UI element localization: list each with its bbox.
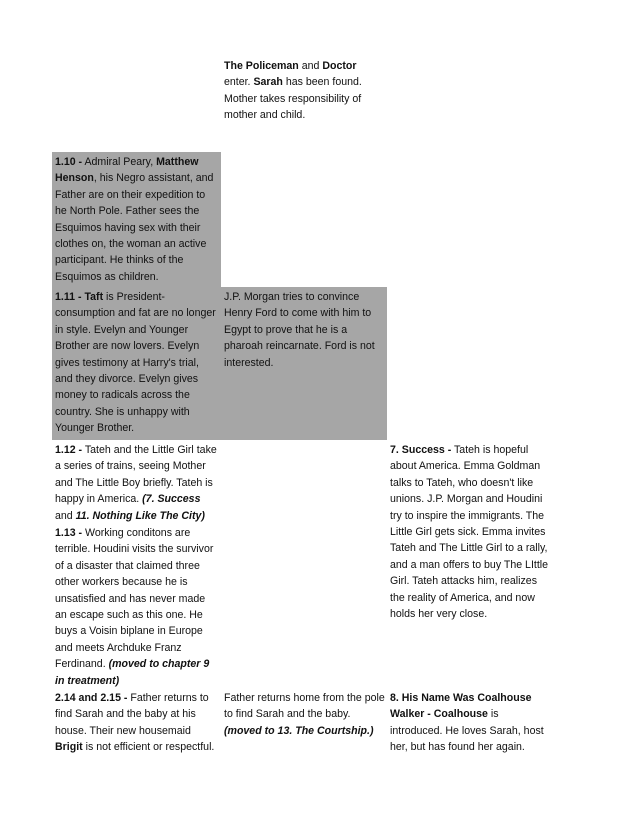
cell-text: Father returns to find Sarah and the baby at his house. Their new housemaid [55, 692, 209, 737]
cell-text: Admiral Peary, [82, 156, 157, 168]
table-cell-policeman-doctor [221, 56, 387, 126]
cell-text: is not efficient or respectful. [82, 741, 215, 754]
table-cell-1-11 [52, 287, 221, 440]
character-name: Coalhouse [433, 708, 488, 721]
cell-paragraph [224, 58, 385, 124]
character-name: The Policeman [224, 60, 299, 72]
cell-text: , his Negro assistant, and Father are on their expedition to he North Pole. Father sees the Esquimos having sex with their clothes on, the woman an active participant. He thinks of the Esquimos as children. [55, 172, 214, 283]
cell-text: Tateh and the Little Girl take a series of trains, seeing Mother and The Little Boy briefly. Tateh is happy in America. [55, 444, 217, 506]
table-cell-1-12-1-13 [52, 440, 221, 687]
table-cell-father-returns [221, 688, 387, 760]
chapter-reference: (moved to chapter 9 in treatment) [55, 658, 210, 687]
scene-number: 1.13 - [55, 527, 83, 540]
cell-text: Father returns home from the pole to find Sarah and the baby. [224, 692, 385, 721]
cell-paragraph [390, 442, 553, 622]
cell-text: is President- consumption and fat are no longer in style. Evelyn and Younger Brother are now lovers. Evelyn gives testimony at Harry's trial, and they divorce. Evelyn gives money to radicals across the country. She is unhappy with Younger Brother. [55, 291, 216, 435]
chapter-reference: (moved to 13. The Courtship.) [224, 724, 374, 737]
table-cell-1-10 [52, 152, 221, 287]
cell-text: and [55, 509, 76, 522]
character-name: Taft [84, 291, 104, 303]
chapter-title: 7. Success - [390, 444, 452, 456]
character-name: Doctor [322, 60, 357, 72]
cell-paragraph [55, 442, 219, 524]
cell-paragraph [55, 289, 219, 437]
character-name: Matthew Henson [55, 156, 199, 185]
cell-paragraph [390, 690, 553, 756]
table-cell-jp-morgan [221, 287, 387, 440]
table-cell-2-14-2-15 [52, 688, 221, 760]
table-cell-7-success [387, 440, 555, 674]
character-name: Brigit [55, 741, 83, 754]
chapter-reference: (7. Success [142, 493, 201, 506]
cell-paragraph [55, 525, 219, 689]
table-cell-8-coalhouse [387, 688, 555, 760]
cell-paragraph [55, 690, 219, 756]
scene-number: 1.10 - [55, 156, 83, 168]
character-name: Sarah [253, 76, 283, 89]
cell-text: Tateh is hopeful about America. Emma Goldman talks to Tateh, who doesn't like unions. J.P. Morgan and Houdini try to inspire the immigrants. The Little Girl gets sick. Emma invites Tateh and The Little Girl to a rally, and a man offers to buy The LIttle Girl. Tateh attacks him, realizes the reality of America, and now holds her very close. [390, 444, 549, 621]
cell-paragraph [224, 289, 385, 371]
scene-number: 2.14 and 2.15 - [55, 692, 128, 704]
scene-number: 1.11 - [55, 291, 82, 303]
cell-text: is introduced. He loves Sarah, host her, but has found her again. [390, 708, 544, 754]
cell-text: enter. [224, 76, 254, 89]
chapter-reference: 11. Nothing Like The City) [75, 509, 205, 522]
cell-paragraph [224, 690, 385, 739]
chapter-title: 8. His Name Was Coalhouse Walker - [390, 692, 532, 721]
cell-text: J.P. Morgan tries to convince Henry Ford to come with him to Egypt to prove that he is a pharoah reincarnate. Ford is not interested. [224, 291, 375, 369]
cell-text: has been found. Mother takes responsibility of mother and child. [224, 76, 362, 122]
cell-paragraph [55, 154, 219, 285]
cell-text: and [298, 60, 323, 72]
scene-number: 1.12 - [55, 444, 83, 456]
cell-text: Working conditons are terrible. Houdini visits the survivor of a disaster that claimed three other workers because he is unsatisfied and has never made an escape such as this one. He buys a Voisin biplane in Europe and meets Archduke Franz Ferdinand. [55, 527, 214, 671]
